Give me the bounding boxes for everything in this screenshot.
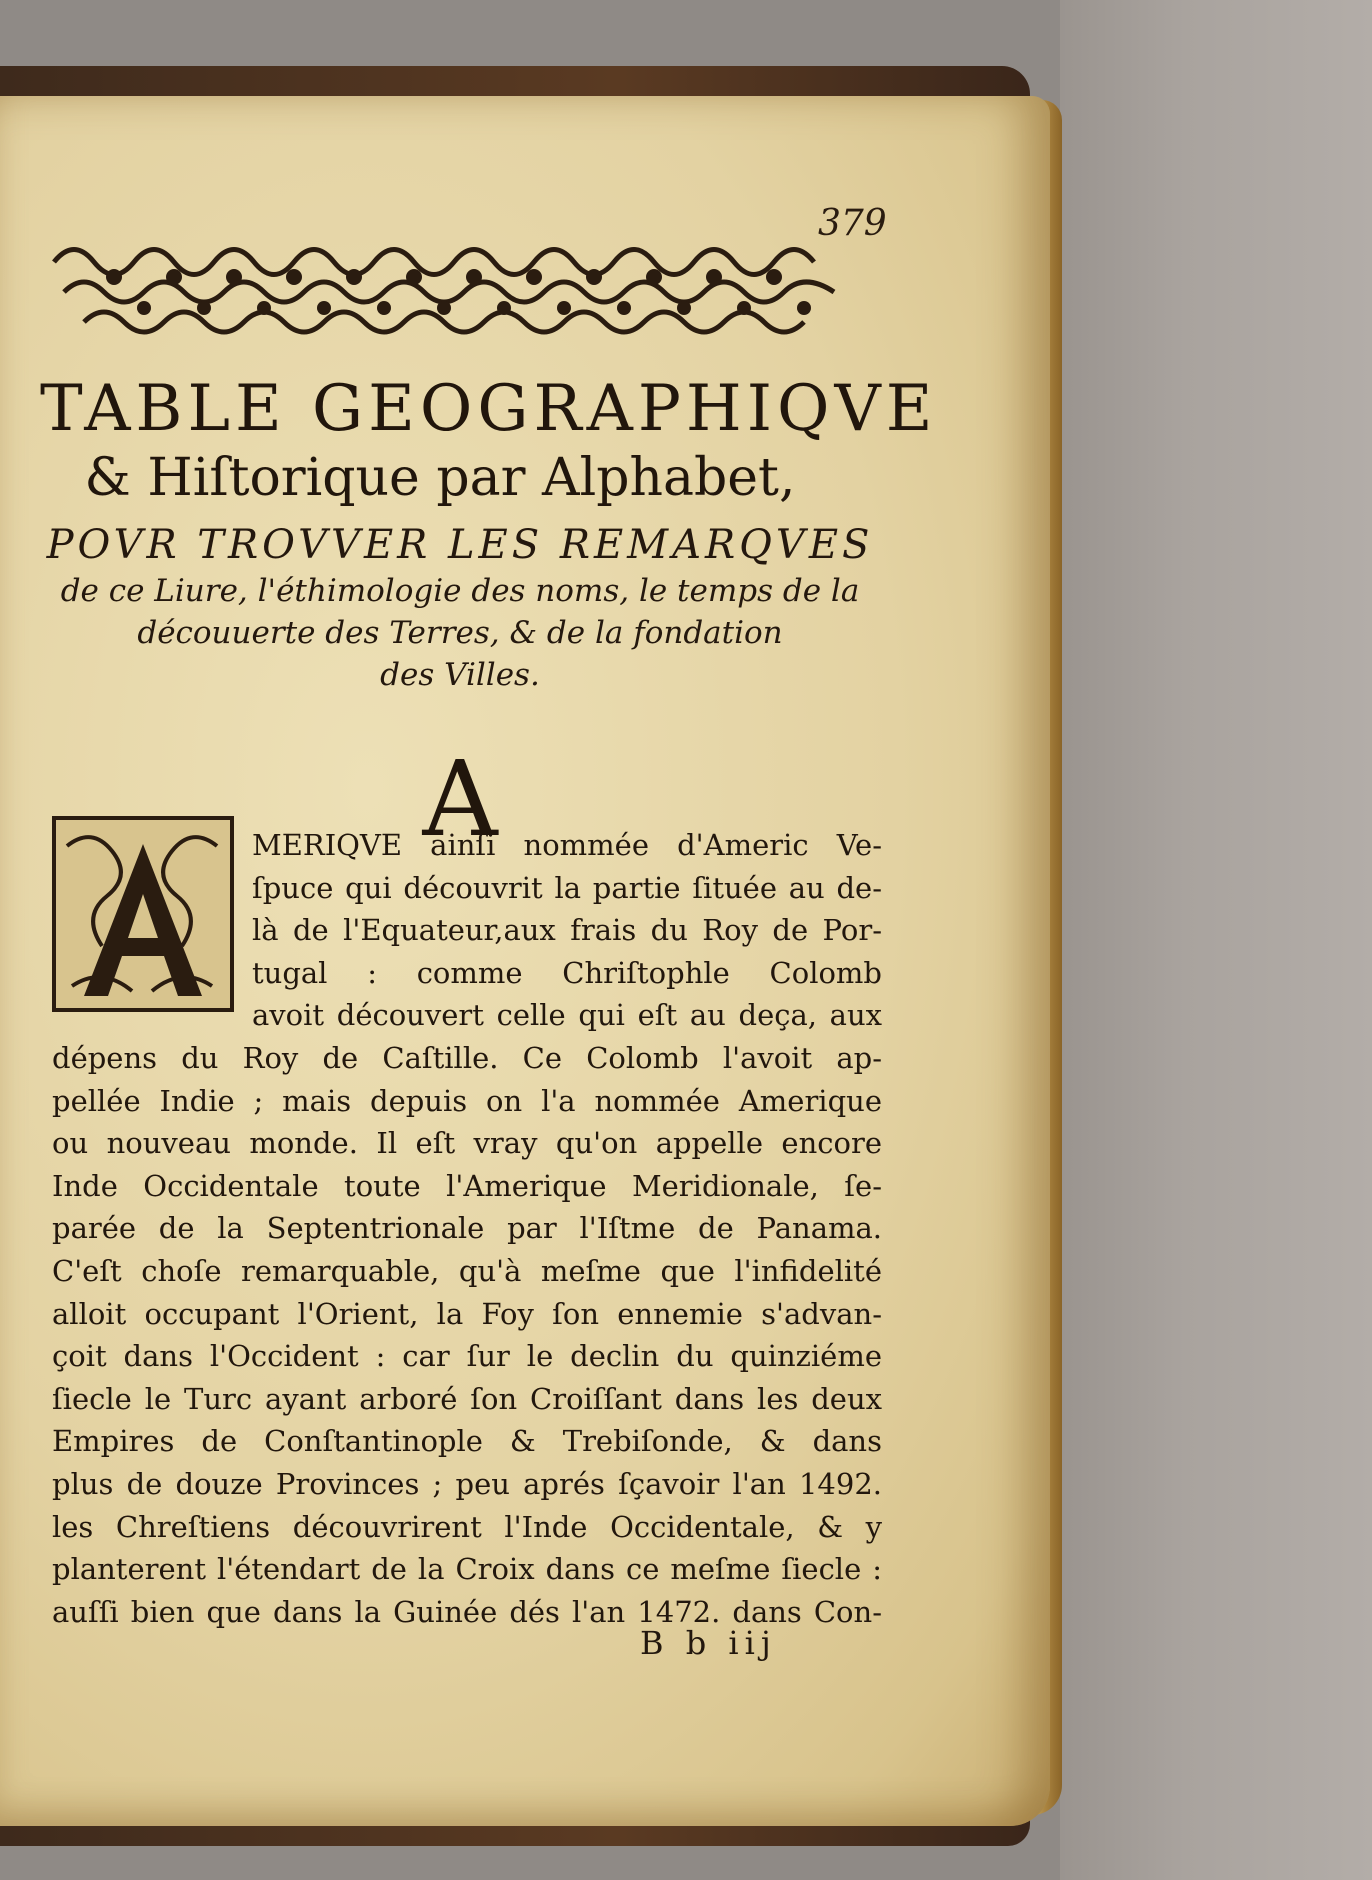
background-right <box>1060 0 1372 1880</box>
entry-text <box>52 824 882 1633</box>
body-line: auſſi bien que dans la Guinée dés l'an 1472. dans Con- <box>52 1594 882 1629</box>
body-line: dépens du Roy de Caſtille. Ce Colomb l'avoit ap- <box>52 1040 882 1075</box>
body-line: là de l'Equateur,aux frais du Roy de Por- <box>252 913 882 948</box>
intro-line: de ce Liure, l'éthimologie des noms, le temps de la <box>60 573 860 609</box>
body-line: ou nouveau monde. Il eſt vray qu'on appelle encore <box>52 1126 882 1161</box>
body-line: avoit découvert celle qui eſt au deça, aux <box>252 998 882 1033</box>
intro-line: découuerte des Terres, & de la fondation <box>137 615 783 651</box>
body-line: planterent l'étendart de la Croix dans ce meſme ſiecle : <box>52 1552 882 1587</box>
ornamental-headpiece <box>44 232 864 348</box>
page-title: TABLE GEOGRAPHIQVE <box>40 372 938 446</box>
body-line: ſiecle le Turc ayant arboré ſon Croiſſant dans les deux <box>52 1381 882 1416</box>
body-line: les Chreſtiens découvrirent l'Inde Occidentale, & y <box>52 1509 882 1544</box>
body-line: pellée Indie ; mais depuis on l'a nommée Amerique <box>52 1083 882 1118</box>
title-description <box>40 520 880 696</box>
body-line: parée de la Septentrionale par l'Iſtme de Panama. <box>52 1211 882 1246</box>
intro-line: des Villes. <box>380 657 540 693</box>
page-number: 379 <box>818 203 887 244</box>
body-line: çoit dans l'Occident : car ſur le declin du quinziéme <box>52 1339 882 1374</box>
body-line: C'eſt choſe remarquable, qu'à meſme que l'infidelité <box>52 1253 882 1288</box>
body-line: Empires de Conſtantinople & Trebiſonde, & dans <box>52 1424 882 1459</box>
body-line: Inde Occidentale toute l'Amerique Meridionale, ſe- <box>52 1168 882 1203</box>
body-line: tugal : comme Chriſtophle Colomb <box>252 955 882 990</box>
signature-mark: B b iij <box>640 1624 777 1662</box>
body-line: ſpuce qui découvrit la partie ſituée au de- <box>252 870 882 905</box>
body-line: plus de douze Provinces ; peu aprés ſçavoir l'an 1492. <box>52 1466 882 1501</box>
intro-line: POVR TROVVER LES REMARQVES <box>46 522 874 568</box>
section-letter: A <box>422 738 498 860</box>
body-line: alloit occupant l'Orient, la Foy ſon ennemie s'advan- <box>52 1296 882 1331</box>
page-subtitle: & Hiſtorique par Alphabet, <box>84 448 796 508</box>
body-line: MERIQVE ainſi nommée d'Americ Ve- <box>252 828 882 862</box>
